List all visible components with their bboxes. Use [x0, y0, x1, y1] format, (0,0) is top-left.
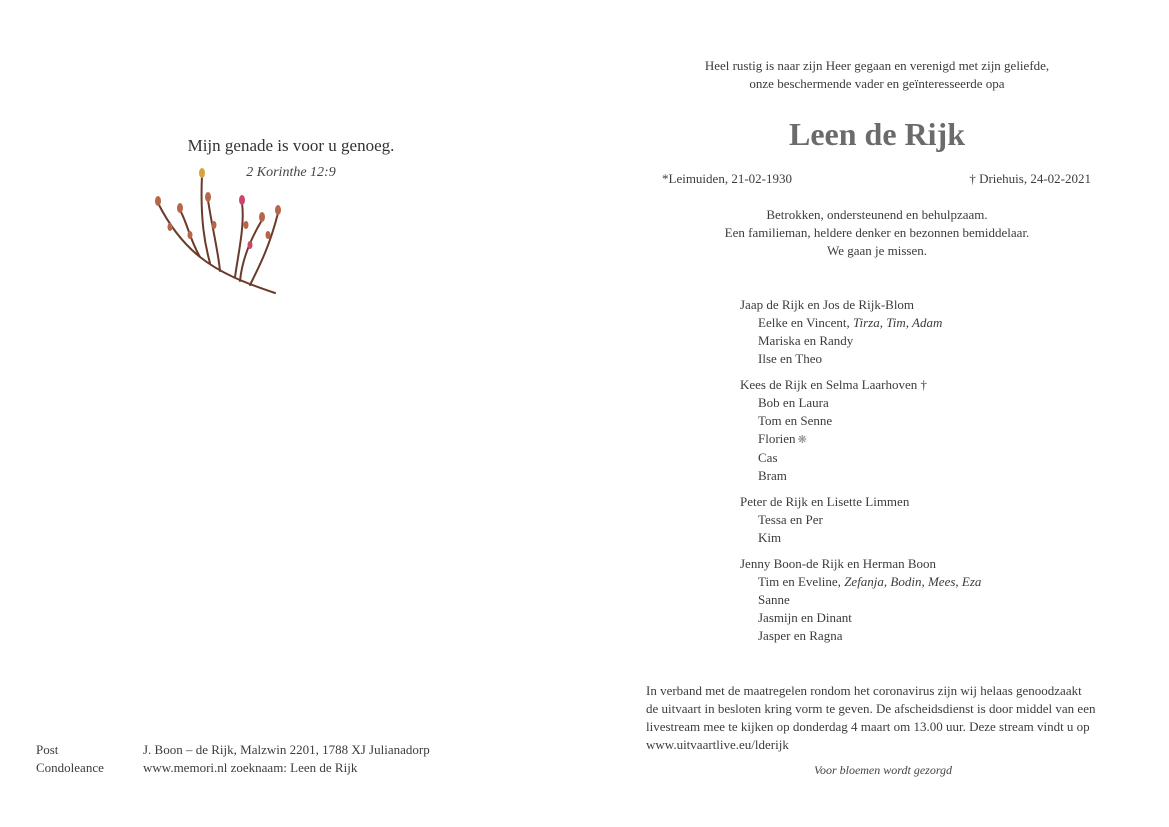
notice-line: In verband met de maatregelen rondom het coronavirus zijn wij helaas genoodzaakt — [646, 683, 1082, 698]
family-child: Sanne — [758, 592, 790, 607]
family-child: Jasmijn en Dinant — [758, 610, 852, 625]
epitaph-line: Betrokken, ondersteunend en behulpzaam. — [766, 207, 988, 222]
notice-line: livestream mee te kijken op donderdag 4 maart om 13.00 uur. Deze stream vindt u op — [646, 719, 1090, 734]
family-parent: Peter de Rijk en Lisette Limmen — [740, 494, 910, 509]
family-parent: Jenny Boon-de Rijk en Herman Boon — [740, 556, 937, 571]
intro-text — [640, 57, 1114, 93]
family-child: Cas — [758, 450, 778, 465]
post-label: Post — [36, 742, 59, 757]
family-child: Tessa en Per — [758, 512, 823, 527]
family-child: Ilse en Theo — [758, 351, 823, 366]
family-child: Bob en Laura — [758, 395, 829, 410]
epitaph-line: Een familieman, heldere denker en bezonnen bemiddelaar. — [724, 225, 1030, 240]
flowers-note: Voor bloemen wordt gezorgd — [813, 763, 953, 777]
family-child: Jasper en Ragna — [758, 628, 843, 643]
epitaph — [640, 206, 1114, 260]
family-parent: Jaap de Rijk en Jos de Rijk-Blom — [740, 297, 915, 312]
family-group — [740, 296, 1120, 368]
condolence-row — [36, 759, 430, 777]
family-child: Kim — [758, 530, 782, 545]
intro-line: onze beschermende vader en geïnteresseerde opa — [749, 76, 1005, 91]
birth-info: *Leimuiden, 21-02-1930 — [662, 171, 792, 186]
family-group — [740, 493, 1120, 547]
grandchildren: Tirza, Tim, Adam — [853, 315, 943, 330]
flower-mark-icon: ❋ — [797, 434, 807, 446]
bible-reference: 2 Korinthe 12:9 — [246, 165, 336, 180]
service-notice — [646, 682, 1142, 754]
post-address: J. Boon – de Rijk, Malzwin 2201, 1788 XJ Julianadorp — [143, 742, 430, 757]
family-child: Eelke en Vincent, Tirza, Tim, Adam — [758, 315, 943, 330]
family-list — [740, 296, 1120, 653]
grandchildren: Zefanja, Bodin, Mees, Eza — [844, 574, 982, 589]
family-group — [740, 555, 1120, 645]
epitaph-line: We gaan je missen. — [826, 243, 928, 258]
post-row — [36, 741, 430, 759]
family-child: Bram — [758, 468, 787, 483]
blossom-branch-icon — [150, 165, 290, 305]
contact-info — [36, 741, 430, 777]
bible-quote: Mijn genade is voor u genoeg. — [187, 136, 395, 155]
condolence-label: Condoleance — [36, 760, 104, 775]
intro-line: Heel rustig is naar zijn Heer gegaan en verenigd met zijn geliefde, — [704, 58, 1050, 73]
family-parent: Kees de Rijk en Selma Laarhoven † — [740, 377, 927, 392]
livestream-link[interactable]: www.uitvaartlive.eu/lderijk — [646, 737, 789, 752]
notice-line: de uitvaart in besloten kring vorm te geven. De afscheidsdienst is door middel van een — [646, 701, 1096, 716]
family-child: Mariska en Randy — [758, 333, 854, 348]
family-child: Florien ❋ — [758, 430, 1120, 449]
family-child: Tom en Senne — [758, 413, 833, 428]
family-child: Tim en Eveline, Zefanja, Bodin, Mees, Eza — [758, 574, 982, 589]
condolence-link[interactable]: www.memori.nl zoeknaam: Leen de Rijk — [143, 760, 358, 775]
deceased-name: Leen de Rijk — [789, 116, 965, 152]
family-group — [740, 376, 1120, 485]
death-info: † Driehuis, 24-02-2021 — [969, 171, 1091, 186]
